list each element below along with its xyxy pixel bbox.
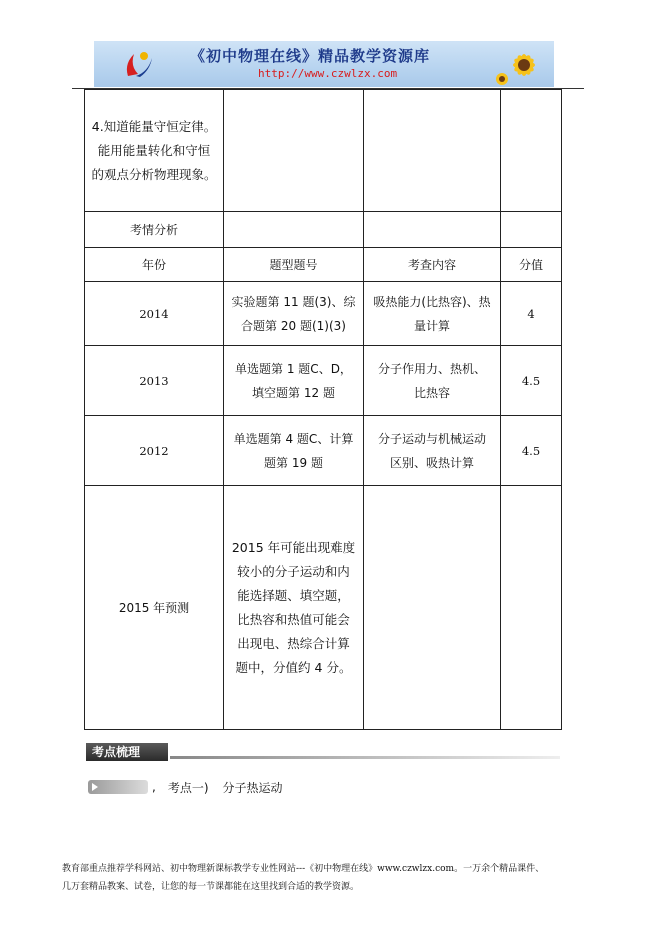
sunflower-image bbox=[490, 43, 550, 87]
content-line: 吸热能力(比热容)、热 bbox=[373, 294, 491, 309]
page-footer bbox=[62, 860, 602, 896]
objective-cell bbox=[85, 90, 224, 212]
objective-line: 的观点分析物理现象。 bbox=[91, 166, 217, 182]
footer-line: 教育部重点推荐学科网站、初中物理新课标教学专业性网站---《初中物理在线》www.czwlzx.com。一万余个精品课件、 bbox=[62, 864, 545, 874]
col-header-year: 年份 bbox=[85, 248, 224, 282]
objective-line: 能用能量转化和守恒 bbox=[97, 142, 211, 158]
analysis-label: 考情分析 bbox=[85, 212, 224, 248]
type-line: 单选题第 4 题C、计算 bbox=[233, 431, 354, 446]
section-heading: 考点梳理 bbox=[86, 743, 168, 761]
prediction-text bbox=[224, 486, 364, 730]
score-cell: 4.5 bbox=[501, 416, 562, 486]
type-cell bbox=[224, 346, 364, 416]
prediction-line: 能选择题、填空题， bbox=[237, 587, 350, 603]
table-row bbox=[85, 282, 562, 346]
content-line: 区别、吸热计算 bbox=[389, 455, 474, 470]
year-cell: 2013 bbox=[85, 346, 224, 416]
col-header-type: 题型题号 bbox=[224, 248, 364, 282]
point-comma: , bbox=[152, 780, 156, 794]
col-header-score: 分值 bbox=[501, 248, 562, 282]
year-cell: 2014 bbox=[85, 282, 224, 346]
type-cell bbox=[224, 282, 364, 346]
prediction-label: 2015 年预测 bbox=[85, 486, 224, 730]
type-line: 填空题第 12 题 bbox=[252, 385, 335, 400]
table-row bbox=[85, 346, 562, 416]
type-line: 单选题第 1 题C、D， bbox=[235, 361, 352, 376]
col-header-content: 考查内容 bbox=[364, 248, 501, 282]
section-heading-bar bbox=[86, 743, 560, 761]
type-line: 合题第 20 题(1)(3) bbox=[241, 318, 346, 333]
type-cell bbox=[224, 416, 364, 486]
exam-analysis-table bbox=[84, 89, 562, 730]
objective-row bbox=[85, 90, 562, 212]
point-label: 考点一) bbox=[167, 780, 209, 795]
prediction-line: 比热容和热值可能会 bbox=[237, 611, 350, 627]
year-cell: 2012 bbox=[85, 416, 224, 486]
type-line: 题第 19 题 bbox=[264, 455, 323, 470]
prediction-row bbox=[85, 486, 562, 730]
content-cell bbox=[364, 282, 501, 346]
content-line: 分子作用力、热机、 bbox=[377, 361, 486, 376]
content-cell bbox=[364, 346, 501, 416]
point-heading bbox=[88, 778, 283, 796]
banner-title: 《初中物理在线》精品教学资源库 bbox=[190, 47, 431, 65]
objective-line: 4.知道能量守恒定律。 bbox=[91, 118, 217, 134]
section-divider bbox=[170, 756, 560, 759]
table-row bbox=[85, 416, 562, 486]
content-line: 量计算 bbox=[413, 318, 450, 333]
content-line: 分子运动与机械运动 bbox=[377, 431, 486, 446]
header-banner bbox=[94, 41, 554, 87]
analysis-row bbox=[85, 212, 562, 248]
footer-line: 几万套精品教案、试卷，让您的每一节课都能在这里找到合适的教学资源。 bbox=[62, 882, 360, 892]
score-cell: 4.5 bbox=[501, 346, 562, 416]
play-marker-icon bbox=[88, 780, 148, 794]
content-line: 比热容 bbox=[413, 385, 450, 400]
prediction-line: 较小的分子运动和内 bbox=[237, 563, 350, 579]
banner-url[interactable]: http://www.czwlzx.com bbox=[258, 67, 398, 80]
prediction-line: 2015 年可能出现难度 bbox=[231, 539, 356, 555]
content-cell bbox=[364, 416, 501, 486]
prediction-line: 题中，分值约 4 分。 bbox=[235, 659, 352, 675]
prediction-line: 出现电、热综合计算 bbox=[237, 635, 350, 651]
score-cell: 4 bbox=[501, 282, 562, 346]
type-line: 实验题第 11 题(3)、综 bbox=[231, 294, 356, 309]
point-topic: 分子热运动 bbox=[222, 780, 283, 795]
header-row bbox=[85, 248, 562, 282]
site-logo bbox=[120, 46, 156, 82]
